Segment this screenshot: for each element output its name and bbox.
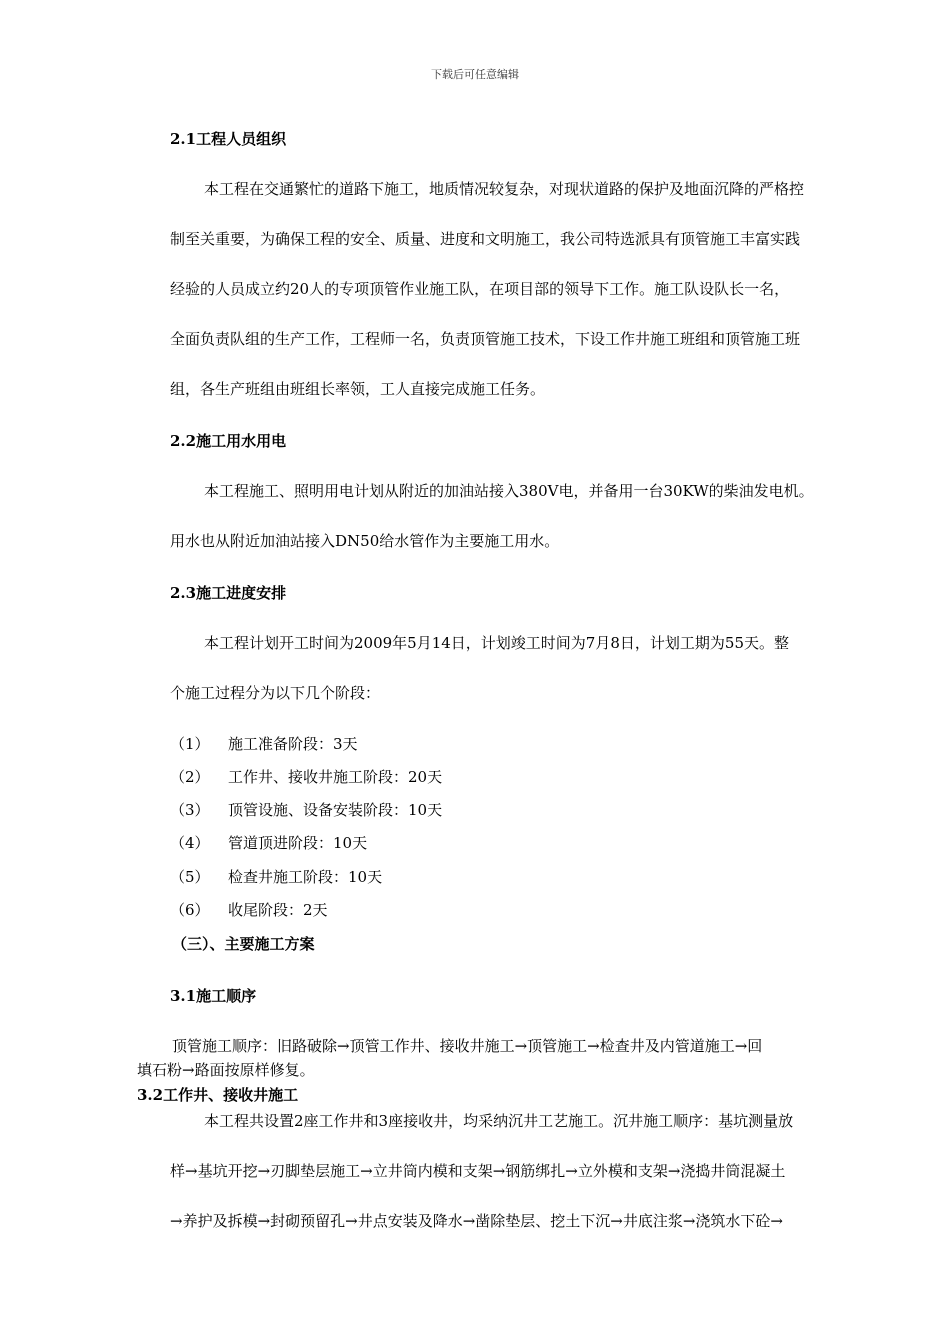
heading-section-3: （三）、主要施工方案 <box>172 935 315 953</box>
stage-item <box>170 832 367 853</box>
heading-2-2: 2.2施工用水用电 <box>170 432 287 450</box>
stage-item <box>170 899 328 920</box>
stage-text: 收尾阶段：2天 <box>228 901 328 919</box>
heading-3-1: 3.1施工顺序 <box>170 987 257 1005</box>
paragraph-line: 个施工过程分为以下几个阶段： <box>170 684 381 702</box>
stage-text: 管道顶进阶段：10天 <box>228 834 368 852</box>
stage-text: 施工准备阶段：3天 <box>228 735 358 753</box>
stage-item <box>170 766 442 787</box>
heading-2-3: 2.3施工进度安排 <box>170 584 287 602</box>
stage-number: （1） <box>170 735 210 753</box>
stage-number: （4） <box>170 834 210 852</box>
paragraph-line: 本工程计划开工时间为2009年5月14日，计划竣工时间为7月8日，计划工期为55天。整 <box>204 634 789 652</box>
stage-number: （3） <box>170 801 210 819</box>
stage-text: 顶管设施、设备安装阶段：10天 <box>228 801 443 819</box>
paragraph-line: 用水也从附近加油站接入DN50给水管作为主要施工用水。 <box>170 532 560 550</box>
page-header-note: 下载后可任意编辑 <box>431 68 519 81</box>
stage-text: 工作井、接收井施工阶段：20天 <box>228 768 443 786</box>
paragraph-line: 本工程在交通繁忙的道路下施工，地质情况较复杂，对现状道路的保护及地面沉降的严格控 <box>204 180 805 198</box>
paragraph-line: 样→基坑开挖→刃脚垫层施工→立井筒内模和支架→钢筋绑扎→立外模和支架→浇捣井筒混凝土 <box>170 1162 786 1180</box>
stage-number: （5） <box>170 868 210 886</box>
paragraph-line: 制至关重要，为确保工程的安全、质量、进度和文明施工，我公司特选派具有顶管施工丰富实践 <box>170 230 801 248</box>
paragraph-line: 组，各生产班组由班组长率领，工人直接完成施工任务。 <box>170 380 546 398</box>
stage-number: （2） <box>170 768 210 786</box>
stage-item <box>170 866 382 887</box>
stage-item <box>170 733 358 754</box>
heading-3-2: 3.2工作井、接收井施工 <box>137 1086 299 1104</box>
stage-item <box>170 799 442 820</box>
stage-number: （6） <box>170 901 210 919</box>
paragraph-line: 本工程共设置2座工作井和3座接收井，均采纳沉井工艺施工。沉井施工顺序：基坑测量放 <box>204 1112 794 1130</box>
paragraph-line: 本工程施工、照明用电计划从附近的加油站接入380V电，并备用一台30KW的柴油发电机。 <box>204 482 814 500</box>
heading-2-1: 2.1工程人员组织 <box>170 130 287 148</box>
paragraph-line: 填石粉→路面按原样修复。 <box>137 1061 315 1079</box>
paragraph-line: 顶管施工顺序：旧路破除→顶管工作井、接收井施工→顶管施工→检查井及内管道施工→回 <box>172 1037 763 1055</box>
paragraph-line: →养护及拆模→封砌预留孔→井点安装及降水→凿除垫层、挖土下沉→井底注浆→浇筑水下砼→ <box>170 1212 783 1230</box>
stage-text: 检查井施工阶段：10天 <box>228 868 383 886</box>
paragraph-line: 全面负责队组的生产工作，工程师一名，负责顶管施工技术，下设工作井施工班组和顶管施工班 <box>170 330 801 348</box>
paragraph-line: 经验的人员成立约20人的专项顶管作业施工队，在项目部的领导下工作。施工队设队长一名， <box>170 280 790 298</box>
